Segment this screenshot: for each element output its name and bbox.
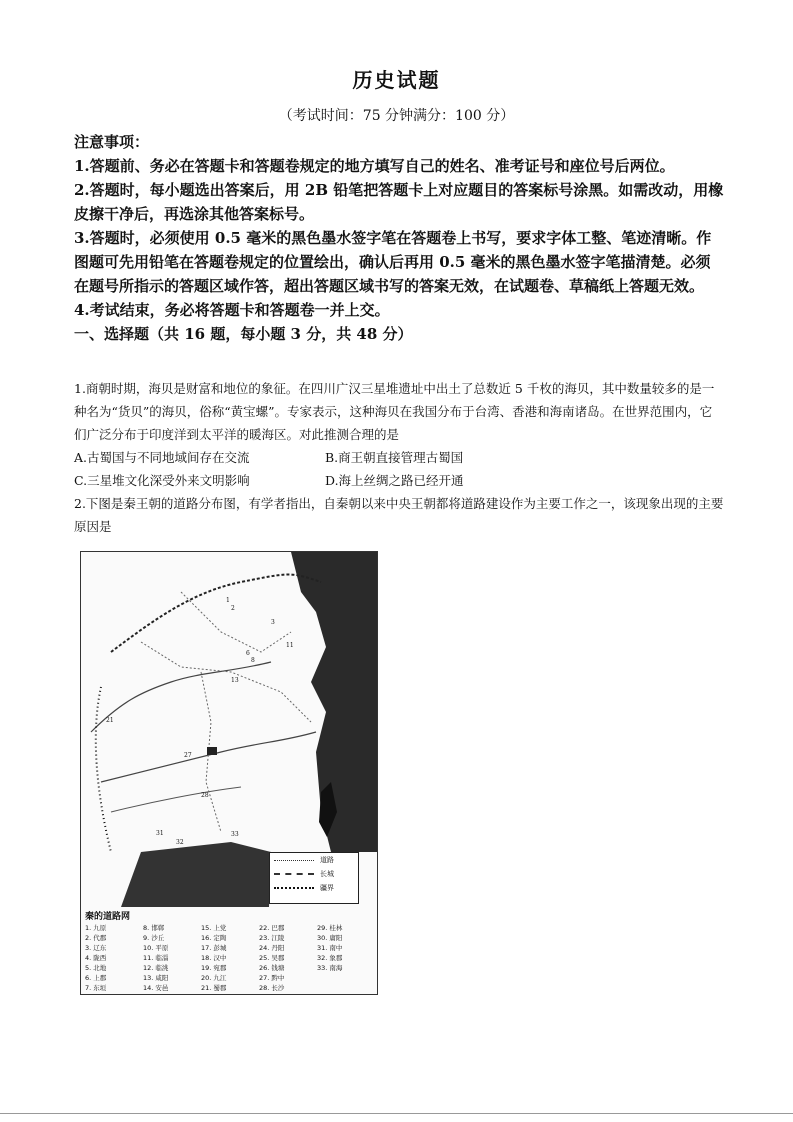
legend-border: 疆界: [270, 881, 358, 895]
map-number: 1: [226, 597, 230, 604]
map-number: 3: [271, 619, 275, 626]
map-number: 8: [251, 657, 255, 664]
map-number: 2: [231, 605, 235, 612]
index-entry: 16. 定陶: [201, 934, 227, 942]
instruction-item: 2.答题时，每小题选出答案后，用 2B 铅笔把答题卡上对应题目的答案标号涂黑。如需改动，用橡皮擦干净后，再选涂其他答案标号。: [74, 181, 724, 223]
index-entry: 20. 九江: [201, 974, 227, 982]
option-b: B.商王朝直接管理古蜀国: [325, 450, 464, 465]
index-entry: 12. 临洮: [143, 964, 169, 972]
index-entry: 33. 南海: [317, 964, 343, 972]
option-a: A.古蜀国与不同地域间存在交流: [74, 450, 250, 465]
index-entry: 8. 邯郸: [143, 924, 165, 932]
index-entry: 1. 九原: [85, 924, 107, 932]
index-entry: 32. 象郡: [317, 954, 343, 962]
exam-time-subtitle: （考试时间：75 分钟满分：100 分）: [278, 108, 515, 124]
instruction-item: 4.考试结束，务必将答题卡和答题卷一并上交。: [74, 301, 390, 319]
index-entry: 26. 钱塘: [259, 964, 285, 972]
index-entry: 3. 辽东: [85, 944, 107, 952]
options-grid: [74, 446, 724, 492]
index-entry: 18. 汉中: [201, 954, 227, 962]
index-entry: 28. 长沙: [259, 984, 285, 992]
index-entry: 21. 蜀郡: [201, 984, 227, 992]
instruction-item: 1.答题前、务必在答题卡和答题卷规定的地方填写自己的姓名、准考证号和座位号后两位。: [74, 157, 675, 175]
option-d: D.海上丝绸之路已经开通: [325, 473, 464, 488]
index-entry: 17. 彭城: [201, 944, 227, 952]
index-entry: 29. 桂林: [317, 924, 343, 932]
legend-great-wall: 长城: [270, 867, 358, 881]
index-entry: 15. 上党: [201, 924, 227, 932]
index-entry: 2. 代郡: [85, 934, 107, 942]
map-index: [85, 923, 375, 993]
index-entry: 14. 安邑: [143, 984, 169, 992]
map-number: 11: [286, 642, 294, 649]
index-entry: 25. 吴郡: [259, 954, 285, 962]
instructions-block: [74, 130, 724, 346]
index-entry: 4. 陇西: [85, 954, 107, 962]
index-entry: 31. 南中: [317, 944, 343, 952]
qin-road-map: [80, 551, 378, 995]
map-number: 28: [201, 792, 209, 799]
map-number: 13: [231, 677, 239, 684]
index-entry: 6. 上郡: [85, 974, 107, 982]
index-entry: 11. 临淄: [143, 954, 169, 962]
map-number: 32: [176, 839, 184, 846]
question-1: [74, 377, 724, 538]
instructions-heading: 注意事项：: [74, 133, 150, 151]
index-entry: 22. 巴郡: [259, 924, 285, 932]
index-entry: 10. 平原: [143, 944, 169, 952]
question-stem: 2.下图是秦王朝的道路分布图，有学者指出，自秦朝以来中央王朝都将道路建设作为主要工作之一，该现象出现的主要原因是: [74, 496, 724, 534]
map-number: 31: [156, 830, 164, 837]
index-entry: [317, 983, 375, 993]
option-c: C.三星堆文化深受外来文明影响: [74, 473, 250, 488]
map-index-title: 秦的道路网: [85, 912, 131, 922]
map-number: 6: [246, 650, 250, 657]
map-number: 21: [106, 717, 114, 724]
index-entry: 30. 庸阳: [317, 934, 343, 942]
index-entry: 24. 丹阳: [259, 944, 285, 952]
page-bottom-rule: [0, 1113, 793, 1114]
map-legend: [269, 852, 359, 904]
index-entry: 9. 沙丘: [143, 934, 165, 942]
index-entry: 23. 江陵: [259, 934, 285, 942]
index-entry: 19. 宛郡: [201, 964, 227, 972]
index-entry: 27. 黔中: [259, 974, 285, 982]
map-number: 27: [184, 752, 192, 759]
index-entry: [317, 973, 375, 983]
index-entry: 7. 东垣: [85, 984, 107, 992]
map-number: 33: [231, 831, 239, 838]
instruction-item: 3.答题时，必须使用 0.5 毫米的黑色墨水签字笔在答题卷上书写，要求字体工整、笔迹清晰。作图题可先用铅笔在答题卷规定的位置绘出，确认后再用 0.5 毫米的黑色墨水签字笔描清楚。必须在题号所指示的答题区域作答，超出答题区域书写的答案无效，在试题卷、草稿纸上答题无效。: [74, 229, 712, 295]
page-title: 历史试题: [352, 68, 441, 92]
section-heading: 一、选择题（共 16 题，每小题 3 分，共 48 分）: [74, 325, 413, 343]
index-entry: 5. 北地: [85, 964, 107, 972]
legend-road: 道路: [270, 853, 358, 867]
question-stem: 1.商朝时期，海贝是财富和地位的象征。在四川广汉三星堆遗址中出土了总数近 5 千枚的海贝，其中数量较多的是一种名为“货贝”的海贝，俗称“黄宝螺”。专家表示，这种海贝在我国分布于台湾、香港和海南诸岛。在世界范围内，它们广泛分布于印度洋到太平洋的暖海区。对此推测合理的是: [74, 381, 715, 442]
index-entry: 13. 咸阳: [143, 974, 169, 982]
